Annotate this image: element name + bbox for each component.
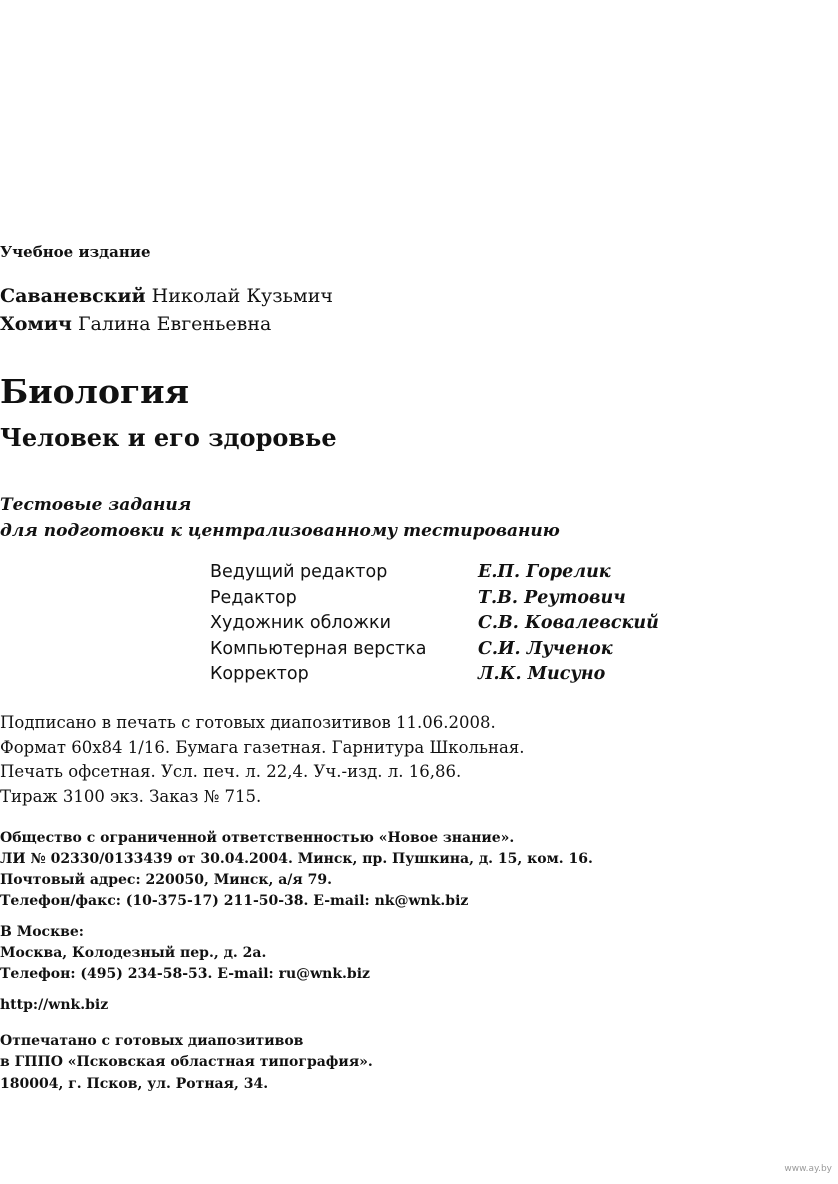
credit-row [210, 664, 710, 690]
publisher-license: ЛИ № 02330/0133439 от 30.04.2004. Минск, пр. Пушкина, д. 15, ком. 16. [0, 851, 593, 867]
printer-line-2: в ГППО «Псковская областная типография». [0, 1054, 373, 1070]
credit-role: Художник обложки [210, 613, 391, 633]
imprint-format-line: Формат 60х84 1/16. Бумага газетная. Гарнитура Школьная. [0, 738, 525, 757]
edition-type: Учебное издание [0, 243, 151, 261]
credit-role: Корректор [210, 664, 309, 684]
credit-person: С.И. Лученок [478, 638, 613, 659]
series-line-1: Тестовые задания [0, 495, 192, 515]
author-2 [0, 313, 838, 335]
credit-row [210, 588, 710, 614]
watermark: www.ay.by [784, 1164, 832, 1174]
author-1-surname: Саваневский [0, 285, 146, 307]
website-link: http://wnk.biz [0, 997, 109, 1013]
author-1 [0, 285, 838, 307]
author-2-given-names: Галина Евгеньевна [77, 313, 272, 335]
moscow-heading: В Москве: [0, 924, 84, 940]
credit-row [210, 613, 710, 639]
printer-line-1: Отпечатано с готовых диапозитивов [0, 1033, 304, 1049]
imprint-run-line: Тираж 3100 экз. Заказ № 715. [0, 787, 262, 806]
credit-row [210, 562, 710, 588]
imprint-printing-line: Печать офсетная. Усл. печ. л. 22,4. Уч.-изд. л. 16,86. [0, 762, 462, 781]
credit-person: Т.В. Реутович [478, 587, 626, 608]
author-2-surname: Хомич [0, 313, 72, 335]
publisher-postal-address: Почтовый адрес: 220050, Минск, а/я 79. [0, 872, 332, 888]
credit-row [210, 639, 710, 665]
credit-person: Е.П. Горелик [478, 562, 611, 582]
author-1-given-names: Николай Кузьмич [151, 285, 333, 307]
moscow-address: Москва, Колодезный пер., д. 2а. [0, 945, 267, 961]
publisher-contacts: Телефон/факс: (10-375-17) 211-50-38. E-mail: nk@wnk.biz [0, 893, 469, 909]
publisher-name: Общество с ограниченной ответственностью «Новое знание». [0, 830, 515, 846]
imprint-signed-line: Подписано в печать с готовых диапозитивов 11.06.2008. [0, 713, 496, 732]
printer-address: 180004, г. Псков, ул. Ротная, 34. [0, 1076, 269, 1092]
book-title: Биология [0, 372, 190, 411]
series-line-2: для подготовки к централизованному тестированию [0, 521, 560, 541]
credit-role: Ведущий редактор [210, 562, 388, 582]
moscow-contacts: Телефон: (495) 234-58-53. E-mail: ru@wnk.biz [0, 966, 370, 982]
book-subtitle: Человек и его здоровье [0, 423, 337, 452]
credit-person: Л.К. Мисуно [478, 664, 606, 684]
credit-role: Компьютерная верстка [210, 638, 427, 659]
credit-person: С.В. Ковалевский [478, 613, 659, 633]
credits-list [210, 562, 710, 690]
credit-role: Редактор [210, 587, 297, 608]
